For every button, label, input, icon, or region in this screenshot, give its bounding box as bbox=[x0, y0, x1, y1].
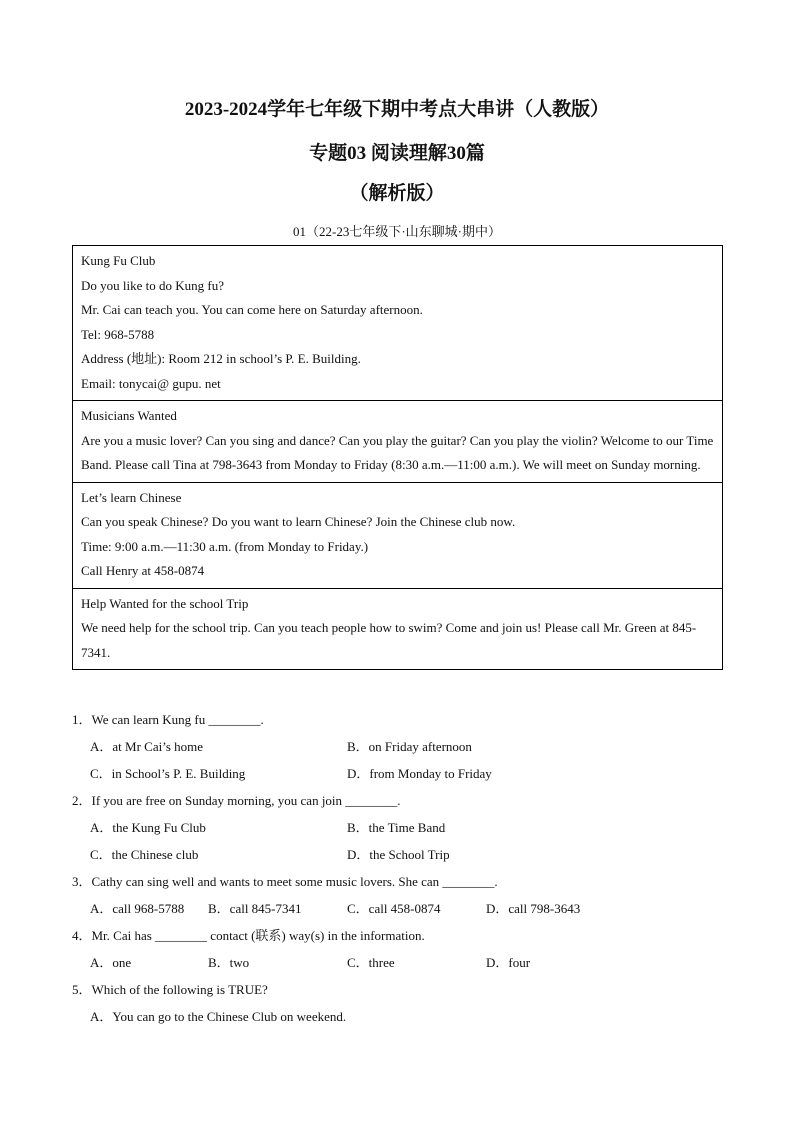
ad-line: Time: 9:00 a.m.—11:30 a.m. (from Monday to Friday.) bbox=[81, 538, 369, 554]
answer-options bbox=[72, 949, 732, 976]
reading-passage-table bbox=[72, 245, 723, 670]
ad-heading: Kung Fu Club bbox=[81, 253, 156, 268]
ad-line: Are you a music lover? Can you sing and dance? Can you play the guitar? Can you play the violin? Welcome to our Time Band. Please call Tina at 798-3643 from Monday to Friday (8:30 a.m.—11:00 a.m.). We will meet on Sunday morning. bbox=[81, 432, 714, 472]
answer-options bbox=[72, 895, 732, 922]
question-stem: 1．We can learn Kung fu ________. bbox=[72, 712, 264, 727]
answer-option[interactable]: A．at Mr Cai’s home bbox=[90, 739, 204, 754]
passage-source: 01（22-23七年级下·山东聊城·期中） bbox=[293, 224, 501, 239]
answer-option[interactable]: A．one bbox=[90, 955, 132, 970]
answer-options bbox=[72, 814, 732, 868]
answer-option[interactable]: B．call 845-7341 bbox=[208, 901, 302, 916]
question-stem: 2．If you are free on Sunday morning, you can join ________. bbox=[72, 793, 401, 808]
answer-option[interactable]: A．call 968-5788 bbox=[90, 901, 185, 916]
question-stem: 3．Cathy can sing well and wants to meet some music lovers. She can ________. bbox=[72, 874, 498, 889]
question-stem: 4．Mr. Cai has ________ contact (联系) way(s) in the information. bbox=[72, 928, 425, 943]
ad-line: Mr. Cai can teach you. You can come here on Saturday afternoon. bbox=[81, 302, 423, 317]
question-item bbox=[72, 976, 732, 1030]
question-item bbox=[72, 706, 732, 787]
ad-line: Email: tonycai@ gupu. net bbox=[81, 375, 221, 391]
ad-line: Call Henry at 458-0874 bbox=[81, 563, 205, 578]
question-item bbox=[72, 922, 732, 976]
answer-option[interactable]: A．the Kung Fu Club bbox=[90, 820, 206, 835]
ad-heading: Help Wanted for the school Trip bbox=[81, 595, 249, 611]
topic-title: 专题03 阅读理解30篇 bbox=[309, 143, 485, 164]
answer-options bbox=[72, 733, 732, 787]
ad-box bbox=[73, 246, 722, 400]
answer-option[interactable]: B．on Friday afternoon bbox=[347, 739, 472, 754]
ad-line: Tel: 968-5788 bbox=[81, 326, 155, 342]
answer-option[interactable]: A．You can go to the Chinese Club on weekend. bbox=[90, 1009, 347, 1024]
answer-option[interactable]: C．the Chinese club bbox=[90, 847, 199, 862]
answer-option[interactable]: C．call 458-0874 bbox=[347, 901, 441, 916]
edition-label: （解析版） bbox=[349, 183, 445, 204]
answer-option[interactable]: C．three bbox=[347, 955, 395, 970]
answer-option[interactable]: D．four bbox=[486, 955, 531, 970]
document-title: 2023-2024学年七年级下期中考点大串讲（人教版） bbox=[184, 99, 610, 120]
question-list bbox=[72, 706, 732, 1030]
question-stem: 5．Which of the following is TRUE? bbox=[72, 982, 268, 997]
question-item bbox=[72, 868, 732, 922]
answer-option[interactable]: C．in School’s P. E. Building bbox=[90, 766, 246, 781]
ad-box bbox=[73, 400, 722, 482]
question-item bbox=[72, 787, 732, 868]
answer-option[interactable]: B．two bbox=[208, 955, 250, 970]
ad-line: We need help for the school trip. Can you teach people how to swim? Come and join us! Please call Mr. Green at 845-7341. bbox=[81, 620, 697, 660]
answer-options bbox=[72, 1003, 732, 1030]
ad-heading: Musicians Wanted bbox=[81, 408, 177, 423]
answer-option[interactable]: D．call 798-3643 bbox=[486, 901, 581, 916]
ad-line: Do you like to do Kung fu? bbox=[81, 277, 224, 293]
answer-option[interactable]: D．from Monday to Friday bbox=[347, 766, 492, 781]
ad-line: Can you speak Chinese? Do you want to learn Chinese? Join the Chinese club now. bbox=[81, 514, 516, 529]
answer-option[interactable]: B．the Time Band bbox=[347, 820, 446, 835]
ad-line: Address (地址): Room 212 in school’s P. E. Building. bbox=[81, 351, 361, 366]
ad-heading: Let’s learn Chinese bbox=[81, 489, 182, 505]
ad-box bbox=[73, 588, 722, 670]
ad-box bbox=[73, 482, 722, 588]
answer-option[interactable]: D．the School Trip bbox=[347, 847, 450, 862]
